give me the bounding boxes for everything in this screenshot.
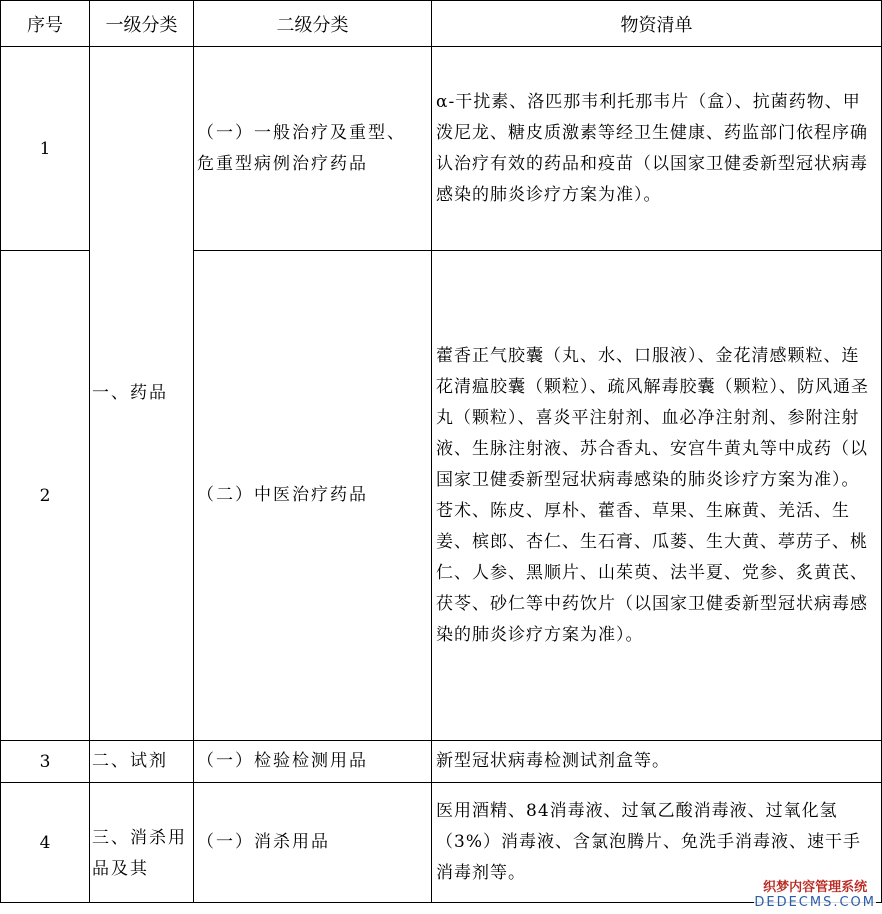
row-list: α-干扰素、洛匹那韦利托那韦片（盒）、抗菌药物、甲泼尼龙、糖皮质激素等经卫生健康、药监部门依程序确认治疗有效的药品和疫苗（以国家卫健委新型冠状病毒感染的肺炎诊疗方案为准）。 [432,47,882,251]
row-list: 医用酒精、84消毒液、过氧乙酸消毒液、过氧化氢（3%）消毒液、含氯泡腾片、免洗手消毒液、速干手消毒剂等。 [432,783,882,903]
row-subcategory [194,251,432,741]
subcategory-line: （二）中医治疗药品 [197,485,368,505]
row-no: 2 [1,251,90,741]
row-no: 4 [1,783,90,903]
row-category: 二、试剂 [90,741,194,783]
row-category: 三、消杀用品及其 [90,783,194,903]
row-list: 藿香正气胶囊（丸、水、口服液）、金花清感颗粒、连花清瘟胶囊（颗粒）、疏风解毒胶囊（颗粒）、防风通圣丸（颗粒）、喜炎平注射剂、血必净注射剂、参附注射液、生脉注射液、苏合香丸、安宫牛黄丸等中成药（以国家卫健委新型冠状病毒感染的肺炎诊疗方案为准）。苍术、陈皮、厚朴、藿香、草果、生麻黄、羌活、生姜、槟郎、杏仁、生石膏、瓜蒌、生大黄、葶苈子、桃仁、人参、黑顺片、山茱萸、法半夏、党参、炙黄芪、茯苓、砂仁等中药饮片（以国家卫健委新型冠状病毒感染的肺炎诊疗方案为准）。 [432,251,882,741]
header-row [1,1,882,47]
header-category: 一级分类 [90,1,194,47]
row-subcategory [194,741,432,783]
subcategory-line: 危重型病例治疗药品 [197,153,368,174]
row-list: 新型冠状病毒检测试剂盒等。 [432,741,882,783]
subcategory-line: （一）检验检测用品 [197,751,368,771]
row-subcategory [194,783,432,903]
row-category: 一、药品 [90,47,194,741]
row-subcategory [194,47,432,251]
table-row [1,741,882,783]
watermark-line1: 织梦内容管理系统 [763,880,868,895]
table-row [1,47,882,251]
subcategory-line: （一）一般治疗及重型、 [197,122,406,143]
row-no: 1 [1,47,90,251]
subcategory-line: （一）消杀用品 [197,832,330,852]
watermark-logo [754,880,876,910]
header-subcategory: 二级分类 [194,1,432,47]
table-row [1,783,882,903]
row-no: 3 [1,741,90,783]
header-list: 物资清单 [432,1,882,47]
header-no: 序号 [1,1,90,47]
watermark-line2: DEDECMS.COM [754,895,876,910]
